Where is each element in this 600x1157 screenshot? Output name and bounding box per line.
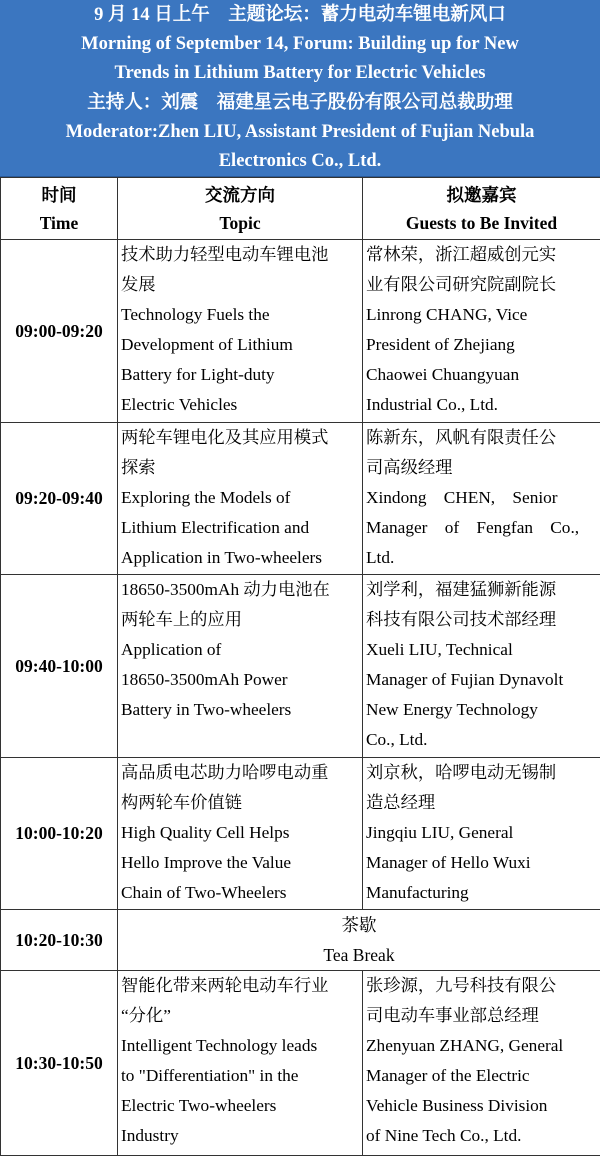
guest-line: 刘学利，福建猛狮新能源: [366, 580, 557, 599]
col-guests-en: Guests to Be Invited: [405, 212, 558, 233]
topic-line: 高品质电芯助力哈啰电动重: [121, 763, 329, 782]
guest-line: Xueli LIU, Technical: [366, 640, 513, 659]
row-guest: [363, 758, 600, 910]
col-time-cn: 时间: [41, 184, 77, 205]
guest-line: 造总经理: [366, 793, 436, 812]
table-row: [1, 240, 600, 423]
guest-line: 科技有限公司技术部经理: [366, 610, 557, 629]
col-topic-cn: 交流方向: [205, 184, 275, 205]
row-guest: [363, 971, 600, 1156]
topic-line: “分化”: [121, 1006, 171, 1025]
topic-line: Application of: [121, 640, 222, 659]
table-row-break: [1, 910, 600, 971]
topic-line: to "Differentiation" in the: [121, 1066, 299, 1085]
guest-line: 业有限公司研究院副院长: [366, 275, 557, 294]
topic-line: Technology Fuels the: [121, 305, 270, 324]
guest-line: Linrong CHANG, Vice: [366, 305, 528, 324]
topic-line: High Quality Cell Helps: [121, 823, 290, 842]
header-title-en-2: Trends in Lithium Battery for Electric Vehicles: [114, 63, 486, 84]
guest-line: 张珍源，九号科技有限公: [366, 976, 557, 995]
row-time: 10:00-10:20: [1, 758, 118, 910]
guest-line: Manager of the Electric: [366, 1066, 530, 1085]
table-row: [1, 423, 600, 575]
guest-line: 司电动车事业部总经理: [366, 1006, 539, 1025]
row-time: 09:20-09:40: [1, 423, 118, 575]
guest-line: Ltd.: [366, 548, 395, 567]
header-moderator-en-1: Moderator:Zhen LIU, Assistant President of Fujian Nebula: [65, 121, 535, 142]
topic-line: 两轮车上的应用: [121, 610, 242, 629]
row-topic: [118, 971, 363, 1156]
guest-line: Industrial Co., Ltd.: [366, 395, 498, 414]
table-row: [1, 758, 600, 910]
guest-line: Chaowei Chuangyuan: [366, 365, 520, 384]
guest-line: Jingqiu LIU, General: [366, 823, 514, 842]
col-guests-cn: 拟邀嘉宾: [446, 184, 517, 205]
guest-line: Xindong CHEN, Senior: [366, 488, 558, 507]
topic-line: 发展: [121, 275, 156, 294]
topic-line: Electric Two-wheelers: [121, 1096, 277, 1115]
header-title-en-1: Morning of September 14, Forum: Building up for New: [81, 34, 519, 55]
row-guest: [363, 240, 600, 423]
guest-line: of Nine Tech Co., Ltd.: [366, 1126, 522, 1145]
guest-line: Co., Ltd.: [366, 730, 428, 749]
guest-line: 司高级经理: [366, 458, 453, 477]
topic-line: Battery in Two-wheelers: [121, 700, 292, 719]
topic-line: 18650-3500mAh Power: [121, 670, 288, 689]
topic-line: Application in Two-wheelers: [121, 548, 322, 567]
table-header-row: [1, 178, 600, 240]
topic-line: Exploring the Models of: [121, 488, 291, 507]
guest-line: 陈新东，风帆有限责任公: [366, 428, 557, 447]
col-header-time: [1, 178, 118, 240]
forum-header: [0, 0, 600, 177]
header-moderator-cn: 主持人：刘震 福建星云电子股份有限公司总裁助理: [87, 92, 513, 113]
tea-break-cn: 茶歇: [341, 915, 377, 935]
col-topic-en: Topic: [219, 212, 261, 233]
guest-line: New Energy Technology: [366, 700, 538, 719]
col-header-guests: [363, 178, 600, 240]
guest-line: Manager of Fengfan Co.,: [366, 518, 580, 537]
guest-line: 刘京秋，哈啰电动无锡制: [366, 763, 557, 782]
topic-line: Chain of Two-Wheelers: [121, 883, 287, 902]
topic-line: 智能化带来两轮电动车行业: [121, 976, 329, 995]
col-header-topic: [118, 178, 363, 240]
agenda-table: [0, 177, 600, 1156]
topic-line: 技术助力轻型电动车锂电池: [121, 245, 329, 264]
row-topic: [118, 575, 363, 758]
tea-break-en: Tea Break: [323, 945, 395, 965]
topic-line: Hello Improve the Value: [121, 853, 292, 872]
guest-line: 常林荣，浙江超威创元实: [366, 245, 557, 264]
topic-line: 两轮车锂电化及其应用模式: [121, 428, 329, 447]
topic-line: Development of Lithium: [121, 335, 293, 354]
guest-line: President of Zhejiang: [366, 335, 515, 354]
topic-line: Industry: [121, 1126, 179, 1145]
row-guest: [363, 575, 600, 758]
guest-line: Vehicle Business Division: [366, 1096, 548, 1115]
row-time: 10:30-10:50: [1, 971, 118, 1156]
guest-line: Manager of Hello Wuxi: [366, 853, 531, 872]
row-topic: [118, 423, 363, 575]
row-topic: [118, 240, 363, 423]
topic-line: Intelligent Technology leads: [121, 1036, 318, 1055]
row-time: 09:40-10:00: [1, 575, 118, 758]
row-time: 09:00-09:20: [1, 240, 118, 423]
row-time: 10:20-10:30: [1, 910, 118, 971]
header-moderator-en-2: Electronics Co., Ltd.: [218, 151, 382, 172]
topic-line: 构两轮车价值链: [121, 793, 242, 812]
row-topic: [118, 758, 363, 910]
topic-line: Lithium Electrification and: [121, 518, 310, 537]
col-time-en: Time: [39, 212, 79, 233]
table-row: [1, 575, 600, 758]
guest-line: Zhenyuan ZHANG, General: [366, 1036, 564, 1055]
topic-line: Electric Vehicles: [121, 395, 238, 414]
topic-line: Battery for Light-duty: [121, 365, 275, 384]
row-guest: [363, 423, 600, 575]
guest-line: Manager of Fujian Dynavolt: [366, 670, 564, 689]
topic-line: 18650-3500mAh 动力电池在: [121, 580, 330, 599]
table-row: [1, 971, 600, 1156]
header-date-title-cn: 9 月 14 日上午 主题论坛：蓄力电动车锂电新风口: [94, 5, 506, 25]
guest-line: Manufacturing: [366, 883, 469, 902]
topic-line: 探索: [121, 458, 156, 477]
tea-break-cell: [118, 910, 600, 971]
